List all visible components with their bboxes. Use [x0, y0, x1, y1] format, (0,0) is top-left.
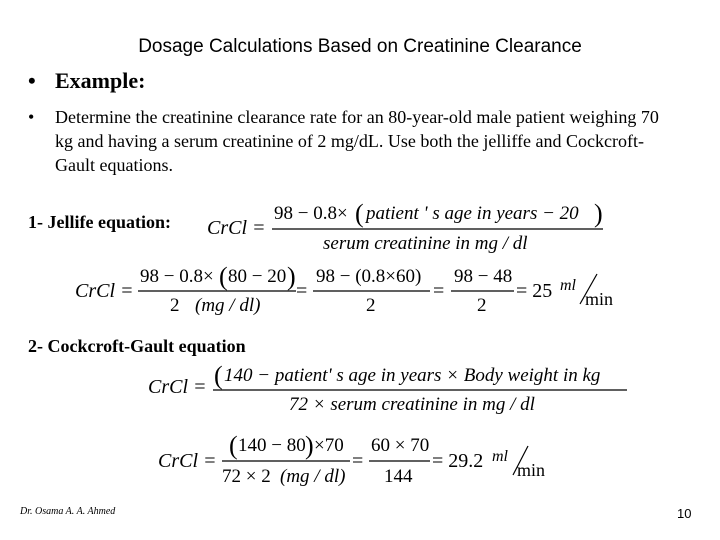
jelliffe-calc-f1-num: 98 − 0.8× [140, 266, 214, 287]
cg-formula-den: 72 × serum creatinine in mg / dl [289, 394, 535, 415]
jelliffe-calc-open-paren: ( [219, 262, 228, 291]
cg-formula-open-paren: ( [214, 361, 223, 390]
cg-calc-lhs: CrCl = [158, 450, 217, 472]
cg-calc-close-paren: ) [305, 431, 314, 460]
page-number: 10 [677, 506, 692, 521]
cg-formula-lhs: CrCl = [148, 376, 207, 398]
slide-title: Dosage Calculations Based on Creatinine Clearance [138, 36, 582, 57]
cockcroft-gault-section-label: 2- Cockcroft-Gault equation [28, 336, 246, 356]
jelliffe-calc-f3-den: 2 [477, 295, 487, 316]
jelliffe-calc-f1-paren: 80 − 20 [228, 266, 287, 287]
example-heading-text: Example: [55, 68, 146, 93]
cg-calc-f1-paren: 140 − 80 [238, 435, 306, 456]
cg-unit-num: ml [492, 448, 508, 465]
jelliffe-formula-num-var: patient ' s age in years − 20 [366, 203, 579, 224]
cg-unit-den: min [517, 460, 546, 480]
jelliffe-calc-result: = 25 [516, 280, 553, 302]
cg-calc-result: = 29.2 [432, 450, 484, 472]
jelliffe-close-paren: ) [594, 199, 603, 228]
cg-calc-f1-den-a: 72 × 2 [222, 466, 271, 487]
cg-calc-f2-num: 60 × 70 [371, 435, 430, 456]
jelliffe-calc-f1-den-b: (mg / dl) [195, 295, 261, 316]
jelliffe-calc-eq2: = [433, 280, 445, 302]
problem-statement-text: Determine the creatinine clearance rate for an 80-year-old male patient weighing 70 kg and having a serum creatinine of 2 mg/dL. Use both the jelliffe and Cockcroft-Gault equations. [55, 107, 659, 175]
cg-formula-num: 140 − patient' s age in years × Body weight in kg [224, 365, 601, 386]
jelliffe-section-label: 1- Jellife equation: [28, 212, 171, 232]
cg-calc-f1-den-b: (mg / dl) [280, 466, 346, 487]
cg-calc-open-paren: ( [229, 431, 238, 460]
jelliffe-unit-den: min [585, 289, 614, 309]
jelliffe-open-paren: ( [355, 199, 364, 228]
bullet-marker: • [28, 68, 36, 93]
jelliffe-formula-lhs: CrCl = [207, 217, 266, 239]
jelliffe-calc-f2-num: 98 − (0.8×60) [316, 266, 422, 287]
jelliffe-unit-num: ml [560, 277, 576, 294]
jelliffe-calc-close-paren: ) [287, 262, 296, 291]
jelliffe-calc-f2-den: 2 [366, 295, 376, 316]
bullet-marker: • [28, 107, 35, 127]
jelliffe-calc-lhs: CrCl = [75, 280, 134, 302]
footer-author: Dr. Osama A. A. Ahmed [20, 506, 116, 517]
jelliffe-formula-num-const: 98 − 0.8× [274, 203, 348, 224]
cg-calc-eq1: = [352, 450, 364, 472]
cg-calc-f2-den: 144 [384, 466, 413, 487]
cg-calc-f1-rest: ×70 [314, 435, 344, 456]
jelliffe-formula-den: serum creatinine in mg / dl [323, 233, 528, 254]
jelliffe-calc-f3-num: 98 − 48 [454, 266, 513, 287]
jelliffe-calc-eq1: = [296, 280, 308, 302]
jelliffe-calc-f1-den-a: 2 [170, 295, 180, 316]
